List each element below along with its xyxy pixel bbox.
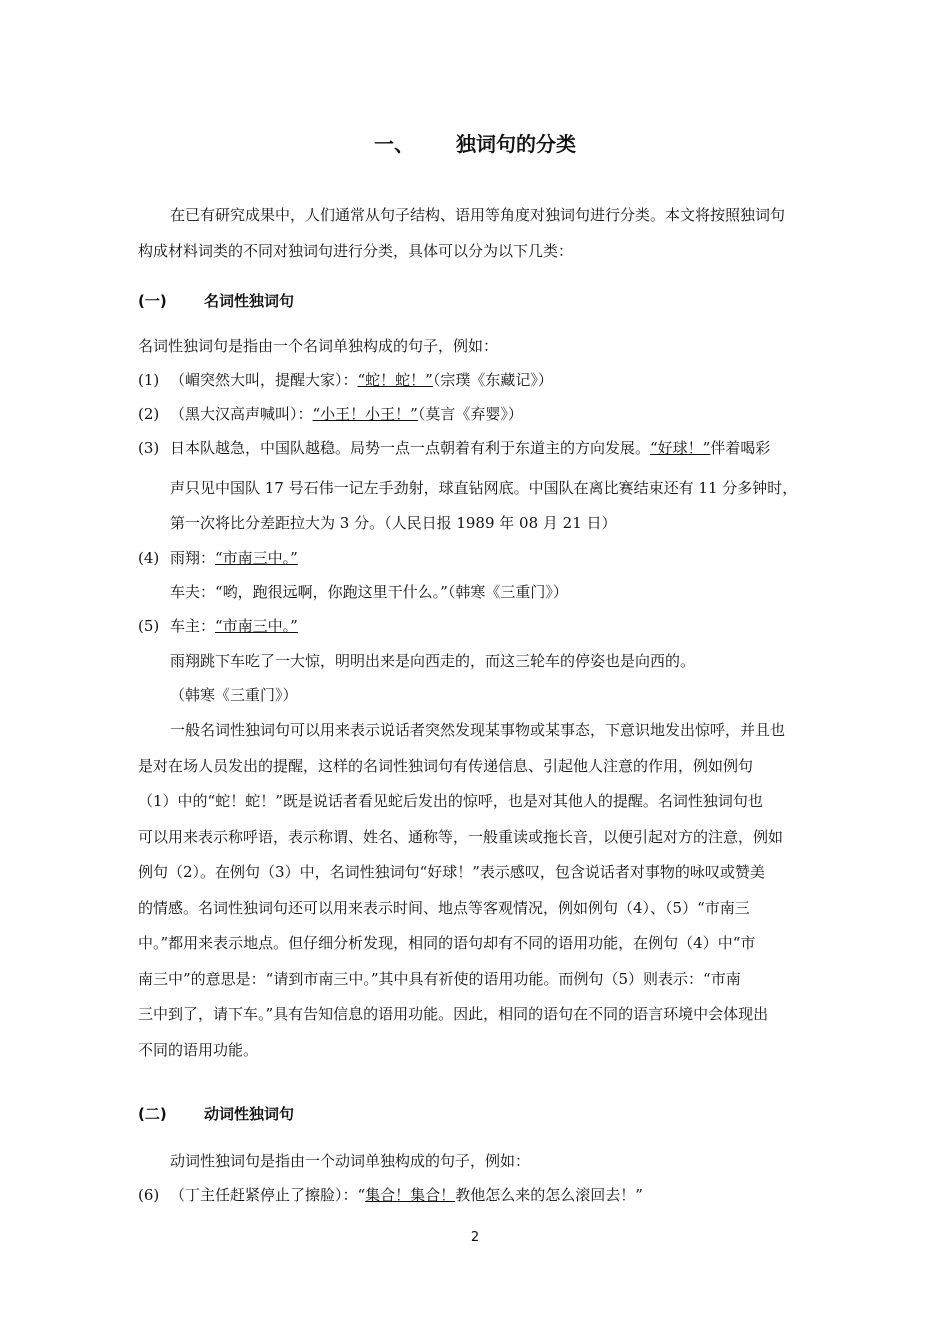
example-context: （嵋突然大叫，提醒大家）： [170,371,358,389]
example-number: (4) [138,549,160,567]
example-4 [138,547,862,569]
example-continuation: 教他怎么来的怎么滚回去！” [455,1186,643,1204]
example-speaker: 车主： [170,617,216,635]
paragraph-line: 不同的语用功能。 [138,1041,259,1059]
example-continuation: 伴着喝彩 [710,439,771,457]
example-5-line-2: 雨翔跳下车吃了一大惊，明明出来是向西走的，而这三轮车的停姿也是向西的。 [170,652,696,670]
example-number: (1) [138,371,160,389]
paragraph-line: 例句（2）。在例句（3）中，名词性独词句“好球！”表示感叹，包含说话者对事物的咏叹或赞美 [138,863,765,881]
paragraph-line: 的情感。名词性独词句还可以用来表示时间、地点等客观情况，例如例句（4）、（5）“市南三 [138,899,750,917]
section-1-title: 名词性独词句 [204,292,295,310]
title-text: 独词句的分类 [456,132,576,156]
paragraph-line: 三中到了，请下车。”具有告知信息的语用功能。因此，相同的语句在不同的语言环境中会体现出 [138,1005,769,1023]
example-number: (6) [138,1186,160,1204]
section-2-title: 动词性独词句 [204,1105,295,1123]
example-4-line-2: 车夫：“哟，跑很远啊，你跑这里干什么。”（韩寒《三重门》） [170,583,568,601]
section-2-definition: 动词性独词句是指由一个动词单独构成的句子，例如： [170,1152,531,1170]
example-3-line-2: 声只见中国队 17 号石伟一记左手劲射，球直钻网底。中国队在离比赛结束还有 11 分多钟时， [170,479,798,497]
example-underlined: “小王！小王！” [312,405,418,423]
example-5 [138,615,862,637]
section-1-heading [138,290,862,312]
title-number: 一、 [374,132,414,156]
intro-line-1: 在已有研究成果中，人们通常从句子结构、语用等角度对独词句进行分类。本文将按照独词句 [170,206,786,224]
example-1 [138,369,862,391]
example-underlined: 集合！集合！ [365,1186,456,1204]
section-1-number: (一) [138,292,167,310]
example-3-line-3: 第一次将比分差距拉大为 3 分。（人民日报 1989 年 08 月 21 日） [170,514,617,532]
example-3 [138,437,862,459]
example-underlined: “好球！” [650,439,711,457]
intro-line-2: 构成材料词类的不同对独词句进行分类，具体可以分为以下几类： [138,242,574,260]
example-number: (3) [138,439,160,457]
paragraph-line: 可以用来表示称呼语，表示称谓、姓名、通称等，一般重读或拖长音，以便引起对方的注意，例如 [138,828,784,846]
example-context: （丁主任赶紧停止了擦脸）：“ [170,1186,366,1204]
example-underlined: “市南三中。” [215,617,298,635]
paragraph-line: （1）中的“蛇！蛇！”既是说话者看见蛇后发出的惊呼，也是对其他人的提醒。名词性独词句也 [138,792,763,810]
example-source: （莫言《弃婴》） [417,405,523,423]
example-5-line-3: （韩寒《三重门》） [170,686,298,704]
paragraph-line: 南三中”的意思是：“请到市南三中。”其中具有祈使的语用功能。而例句（5）则表示：“市南 [138,970,741,988]
example-number: (5) [138,617,160,635]
example-underlined: “蛇！蛇！” [357,371,433,389]
section-1-definition: 名词性独词句是指由一个名词单独构成的句子，例如： [138,337,499,355]
section-2-number: (二) [138,1105,167,1123]
page-number: 2 [470,1230,480,1245]
paragraph-line: 中。”都用来表示地点。但仔细分析发现，相同的语句却有不同的语用功能，在例句（4）中“市 [138,934,756,952]
example-underlined: “市南三中。” [215,549,298,567]
example-context: （黑大汉高声喊叫）： [170,405,313,423]
example-6 [138,1184,862,1206]
example-source: （宗璞《东藏记》） [432,371,553,389]
paragraph-line: 一般名词性独词句可以用来表示说话者突然发现某事物或某事态，下意识地发出惊呼，并且也 [170,721,786,739]
page-title [0,128,950,157]
example-speaker: 雨翔： [170,549,216,567]
example-context: 日本队越急，中国队越稳。局势一点一点朝着有利于东道主的方向发展。 [170,439,651,457]
example-2 [138,403,862,425]
paragraph-line: 是对在场人员发出的提醒，这样的名词性独词句有传递信息、引起他人注意的作用，例如例句 [138,757,754,775]
section-2-heading [138,1103,862,1125]
example-number: (2) [138,405,160,423]
